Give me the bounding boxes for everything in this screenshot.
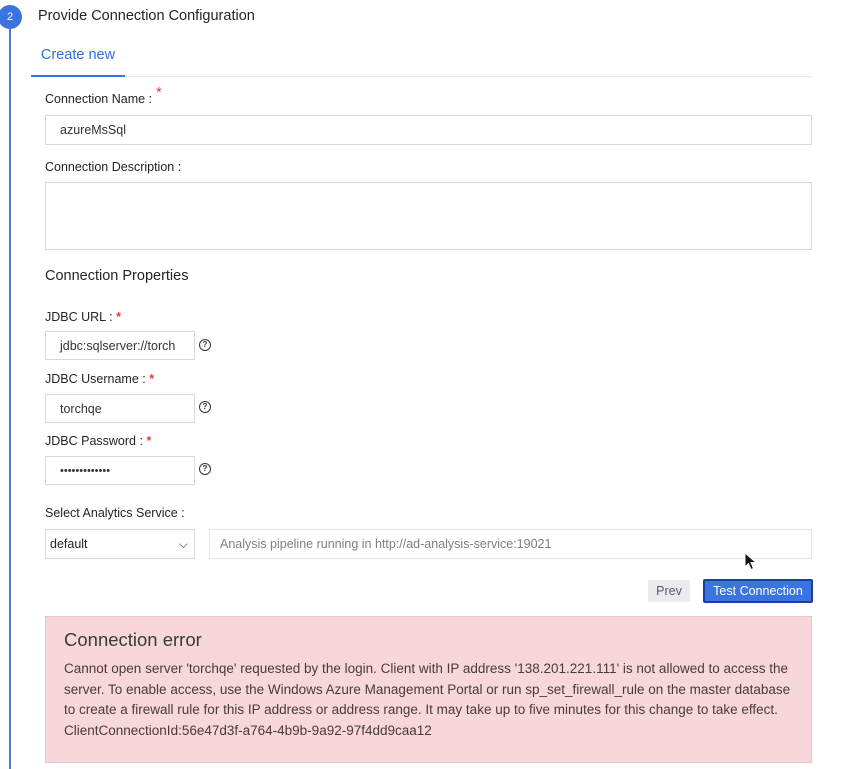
jdbc-url-label-text: JDBC URL : [45,310,113,324]
jdbc-username-label-text: JDBC Username : [45,372,146,386]
jdbc-password-input[interactable]: ••••••••••••• [45,456,195,485]
step-badge: 2 [0,5,22,29]
mouse-pointer-icon [744,552,758,577]
connection-name-input[interactable]: azureMsSql [45,115,812,145]
prev-button[interactable]: Prev [648,580,690,602]
connection-description-textarea[interactable] [45,182,812,250]
stepper-line [9,20,11,769]
jdbc-url-label [45,310,121,324]
test-connection-button[interactable]: Test Connection [703,579,813,603]
error-title: Connection error [64,629,202,650]
tab-strip [31,40,812,77]
required-marker: * [146,434,152,448]
required-marker: * [156,84,162,101]
required-marker: * [149,372,155,386]
analytics-service-select[interactable] [45,529,195,559]
chevron-down-icon: ⌵ [178,537,188,551]
error-message: Cannot open server 'torchqe' requested by the login. Client with IP address '138.201.221.111' is not allowed to access the server. To enable access, use the Windows Azure Management Portal or run sp_set_firewall_rule on the master database to create a firewall rule for this IP address or address range. It may take up to five minutes for this change to take effect. ClientConnectionId:56e47d3f-a764-4b9b-9a92-97f4dd9caa12 [64,661,791,738]
step-title: Provide Connection Configuration [38,8,255,24]
connection-properties-title: Connection Properties [45,268,189,284]
connection-description-label: Connection Description : [45,160,182,174]
analytics-service-selected: default [50,537,88,551]
jdbc-url-input[interactable]: jdbc:sqlserver://torch [45,331,195,360]
jdbc-password-label-text: JDBC Password : [45,434,143,448]
analytics-service-info: Analysis pipeline running in http://ad-analysis-service:19021 [209,529,812,559]
connection-name-label: Connection Name : [45,92,153,106]
help-icon[interactable]: ? [199,463,211,475]
jdbc-username-input[interactable]: torchqe [45,394,195,423]
help-icon[interactable]: ? [199,339,211,351]
analytics-service-label: Select Analytics Service : [45,506,185,520]
jdbc-password-label [45,434,151,448]
tab-create-new[interactable]: Create new [31,40,125,77]
help-icon[interactable]: ? [199,401,211,413]
connection-error-alert [45,616,812,763]
required-marker: * [116,310,121,324]
jdbc-username-label [45,372,154,386]
